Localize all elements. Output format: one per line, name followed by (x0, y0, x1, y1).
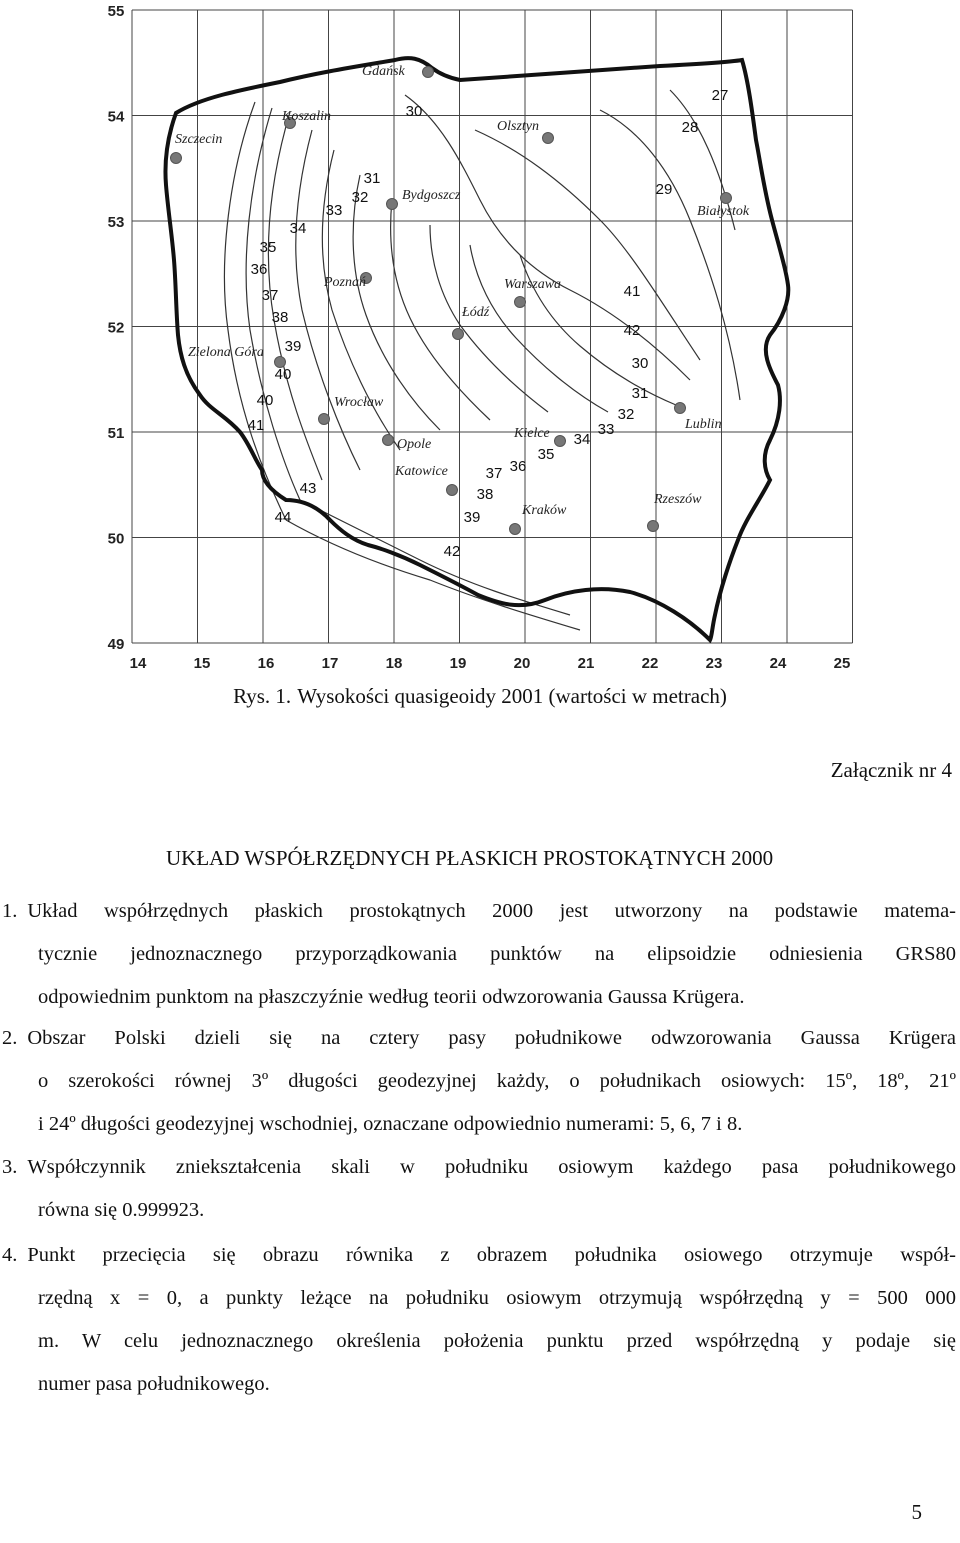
paragraph-line (38, 1320, 956, 1363)
paragraph-4 (2, 1234, 956, 1406)
contour-value-label: 36 (509, 458, 527, 475)
city-dot (171, 153, 182, 164)
city-label: Łódź (462, 305, 490, 320)
latitude-label: 49 (107, 636, 125, 653)
latitude-label: 50 (107, 530, 125, 548)
city-label: Olsztyn (497, 119, 539, 134)
contour-value-label: 37 (485, 465, 503, 482)
paragraph-line (38, 1060, 956, 1103)
annex-label: Załącznik nr 4 (830, 758, 952, 782)
contour-value-label: 33 (325, 202, 343, 219)
paragraph-number: 1. (2, 900, 18, 922)
contour-value-label: 32 (351, 189, 369, 206)
paragraph-1 (2, 890, 956, 1019)
city-dot (447, 485, 458, 496)
paragraph-text: rzędną x = 0, a punkty leżące na południku osiowym otrzymują współrzędną y = 500 000 (38, 1287, 956, 1309)
longitude-label: 19 (449, 655, 467, 672)
contour-value-label: 27 (711, 87, 729, 104)
longitude-label: 18 (385, 655, 403, 672)
contour-lines (224, 90, 740, 630)
city-dot (383, 435, 394, 446)
paragraph-line (38, 1103, 956, 1146)
city-label: Wrocław (334, 395, 384, 410)
paragraph-text: Współczynnik zniekształcenia skali w południku osiowym każdego pasa południkowego (27, 1156, 956, 1178)
paragraph-line (38, 1277, 956, 1320)
city-dot (721, 193, 732, 204)
paragraph-text: tycznie jednoznacznego przyporządkowania punktów na elipsoidzie odniesienia GRS80 (38, 943, 956, 965)
city-label: Warszawa (504, 277, 562, 292)
city-label: Koszalin (282, 109, 332, 124)
paragraph-line (2, 1017, 956, 1060)
contour-value-label: 41 (623, 283, 641, 300)
city-label: Katowice (395, 464, 448, 479)
contour-value-label: 35 (537, 446, 555, 463)
paragraph-line (38, 933, 956, 976)
city-dot (387, 199, 398, 210)
paragraph-3 (2, 1146, 956, 1232)
city-label: Lublin (685, 417, 722, 432)
city-label: Poznań (324, 275, 366, 290)
paragraph-line (38, 1189, 956, 1232)
contour-value-label: 34 (289, 220, 307, 237)
contour-value-label: 44 (274, 509, 292, 526)
latitude-label: 51 (107, 425, 125, 442)
paragraph-line (2, 1234, 956, 1277)
city-label: Kraków (522, 503, 567, 518)
map-grid (132, 10, 853, 643)
paragraph-number: 4. (2, 1244, 18, 1266)
contour-value-label: 38 (271, 309, 289, 326)
contour-value-label: 32 (617, 406, 635, 423)
section-title: UKŁAD WSPÓŁRZĘDNYCH PŁASKICH PROSTOKĄTNYCH 2000 (166, 846, 774, 870)
longitude-label: 20 (513, 655, 531, 672)
city-label: Opole (397, 437, 432, 452)
longitude-label: 23 (705, 655, 723, 672)
longitude-label: 24 (769, 655, 787, 672)
quasigeoid-map (0, 0, 960, 680)
contour-value-label: 29 (655, 181, 673, 198)
city-label: Zielona Góra (188, 345, 264, 360)
paragraph-text: i 24º długości geodezyjnej wschodniej, oznaczane odpowiednio numerami: 5, 6, 7 i 8. (38, 1113, 743, 1135)
paragraph-text: Punkt przecięcia się obrazu równika z obrazem południka osiowego otrzymuje współ- (27, 1244, 956, 1266)
city-label: Kielce (514, 426, 550, 441)
contour-value-label: 42 (443, 543, 461, 560)
contour-value-label: 37 (261, 287, 279, 304)
city-label: Białystok (697, 204, 750, 219)
city-label: Rzeszów (654, 492, 702, 507)
longitude-label: 16 (257, 655, 275, 672)
contour-value-label: 38 (476, 486, 494, 503)
paragraph-text: numer pasa południkowego. (38, 1373, 270, 1395)
contour-value-label: 40 (256, 392, 274, 409)
contour-value-label: 39 (463, 509, 481, 526)
city-dot (423, 67, 434, 78)
city-dot (675, 403, 686, 414)
longitude-label: 21 (577, 655, 595, 672)
longitude-label: 22 (641, 655, 659, 672)
contour-value-label: 28 (681, 119, 699, 136)
latitude-label: 55 (107, 3, 125, 20)
contour-value-label: 36 (250, 261, 268, 278)
paragraph-line (38, 1363, 956, 1406)
paragraph-2 (2, 1017, 956, 1146)
contour-value-label: 30 (631, 355, 649, 372)
paragraph-text: Obszar Polski dzieli się na cztery pasy południkowe odwzorowania Gaussa Krügera (27, 1027, 956, 1049)
paragraph-line (2, 890, 956, 933)
contour-value-label: 33 (597, 421, 615, 438)
city-label: Szczecin (175, 132, 223, 147)
contour-value-label: 40 (274, 366, 292, 383)
contour-value-label: 43 (299, 480, 317, 497)
city-dot (510, 524, 521, 535)
city-dot (543, 133, 554, 144)
contour-value-label: 31 (363, 170, 381, 187)
contour-value-label: 41 (247, 417, 265, 434)
city-label: Gdańsk (362, 64, 405, 79)
latitude-label: 54 (107, 108, 125, 126)
paragraph-number: 2. (2, 1027, 18, 1049)
contour-value-label: 39 (284, 338, 302, 355)
city-dot (453, 329, 464, 340)
longitude-label: 25 (833, 655, 851, 672)
contour-value-label: 30 (405, 103, 423, 120)
city-dot (319, 414, 330, 425)
page-number: 5 (911, 1500, 922, 1524)
paragraph-number: 3. (2, 1156, 18, 1178)
paragraph-text: odpowiednim punktom na płaszczyźnie według teorii odwzorowania Gaussa Krügera. (38, 986, 745, 1008)
paragraph-line (38, 976, 956, 1019)
contour-value-label: 35 (259, 239, 277, 256)
city-markers (171, 67, 732, 535)
longitude-label: 17 (321, 655, 339, 672)
contour-value-label: 42 (623, 322, 641, 339)
latitude-label: 53 (107, 214, 125, 231)
contour-value-label: 31 (631, 385, 649, 402)
longitude-label: 15 (193, 655, 211, 672)
city-dot (555, 436, 566, 447)
paragraph-text: o szerokości równej 3º długości geodezyjnej każdy, o południkach osiowych: 15º, 18º, 21º (38, 1070, 956, 1092)
city-dot (648, 521, 659, 532)
contour-value-label: 34 (573, 431, 591, 448)
caption-prefix: Rys. 1. (233, 684, 292, 708)
city-dot (515, 297, 526, 308)
latitude-label: 52 (107, 319, 125, 337)
figure-caption (0, 684, 960, 709)
longitude-label: 14 (129, 655, 147, 672)
paragraph-text: m. W celu jednoznacznego określenia położenia punktu przed współrzędną y podaje się (38, 1330, 956, 1352)
paragraph-text: równa się 0.999923. (38, 1199, 205, 1221)
paragraph-line (2, 1146, 956, 1189)
caption-text: Wysokości quasigeoidy 2001 (wartości w metrach) (297, 684, 727, 708)
city-label: Bydgoszcz (402, 188, 461, 203)
paragraph-text: Układ współrzędnych płaskich prostokątnych 2000 jest utworzony na podstawie matema- (27, 900, 956, 922)
